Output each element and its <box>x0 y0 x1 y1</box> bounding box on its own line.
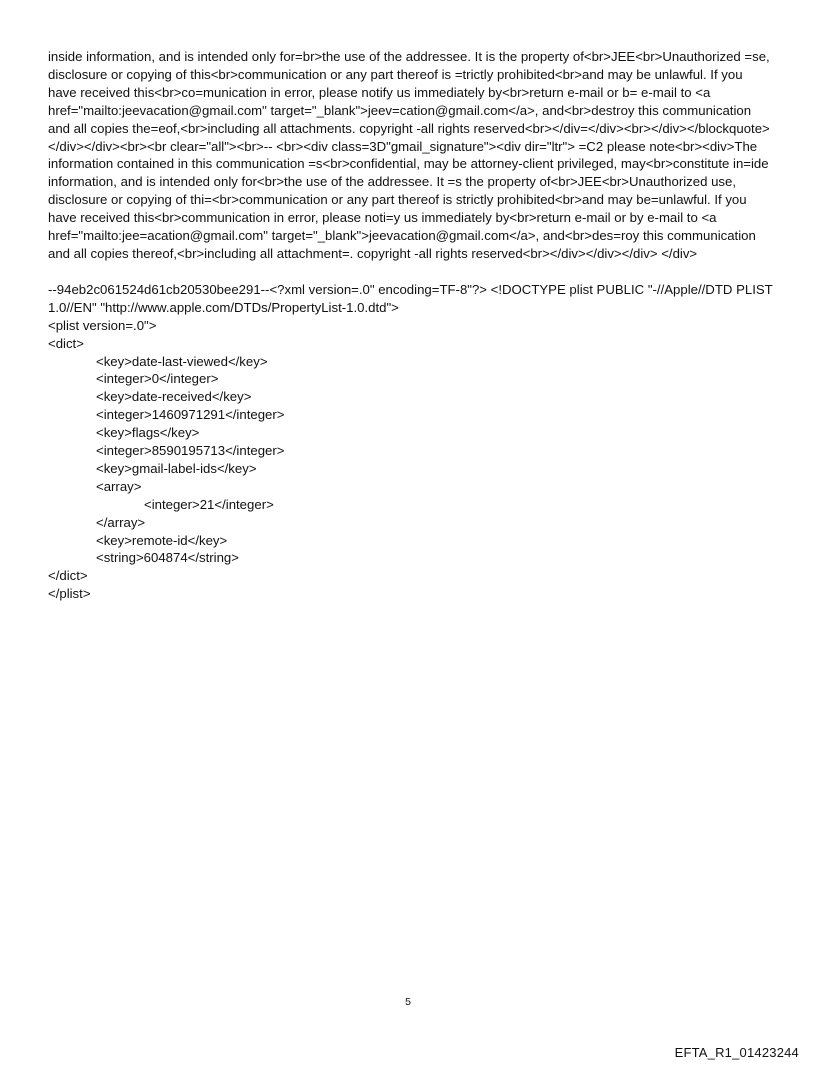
plist-line: <key>flags</key> <box>96 425 200 441</box>
plist-line: <integer>21</integer> <box>144 496 274 512</box>
email-body-paragraph: inside information, and is intended only for=br>the use of the addressee. It is the property of<br>JEE<br>Unauthorized =se, disclosure or copying of this<br>communication or any part thereof is =trictly prohibited<br>and may be unlawful. If you have received this<br>co=munication in error, please notify us immediately by<br>return e-mail or b= e-mail to <a href="mailto:jeevacation@gmail.com" target="_blank">jeev=cation@gmail.com</a>, and<br>destroy this communication and all copies the=eof,<br>including all attachments. copyright -all rights reserved<br></div=</div><br></div></blockquote></div></div><br><br clear="all"><br>-- <br><div class=3D"gmail_signature"><div dir="ltr"> =C2 please note<br><div>The information contained in this communication =s<br>confidential, may be attorney-client privileged, may<br>constitute in=ide information, and is intended only for<br>the use of the addressee. It =s the property of<br>JEE<br>Unauthorized use, disclosure or copying of thi=<br>communication or any part thereof is strictly prohibited<br>and may be=unlawful. If you have received this<br>communication in error, please noti=y us immediately by<br>return e-mail or by e-mail to <a href="mailto:jee=acation@gmail.com" target="_blank">jeevacation@gmail.com</a>, and<br>des=roy this communication and all copies thereof,<br>including all attachment=. copyright -all rights reserved<br></div></div></div> </div> <box>48 49 770 261</box>
document-body <box>48 48 772 603</box>
plist-line: <dict> <box>48 335 84 351</box>
plist-line: <key>remote-id</key> <box>96 532 228 548</box>
plist-line: </dict> <box>48 568 88 584</box>
plist-line: <integer>1460971291</integer> <box>96 407 285 423</box>
plist-line: <plist version=.0"> <box>48 317 157 333</box>
plist-block <box>48 281 772 603</box>
plist-line: <integer>8590195713</integer> <box>96 443 285 459</box>
page-number: 5 <box>405 996 411 1008</box>
plist-line: --94eb2c061524d61cb20530bee291--<?xml version=.0" encoding=TF-8"?> <!DOCTYPE plist PUBLIC "-//Apple//DTD PLIST <box>48 281 773 297</box>
plist-line: <key>date-received</key> <box>96 389 252 405</box>
plist-line: <array> <box>96 478 142 494</box>
plist-line: <string>604874</string> <box>96 550 239 566</box>
plist-line: <key>gmail-label-ids</key> <box>96 460 257 476</box>
plist-line: 1.0//EN" "http://www.apple.com/DTDs/PropertyList-1.0.dtd"> <box>48 299 399 315</box>
paragraph-spacer <box>48 263 772 281</box>
plist-line: </array> <box>96 514 146 530</box>
plist-line: </plist> <box>48 586 91 602</box>
plist-line: <key>date-last-viewed</key> <box>96 353 268 369</box>
document-id-stamp: EFTA_R1_01423244 <box>674 1045 799 1060</box>
plist-line: <integer>0</integer> <box>96 371 219 387</box>
